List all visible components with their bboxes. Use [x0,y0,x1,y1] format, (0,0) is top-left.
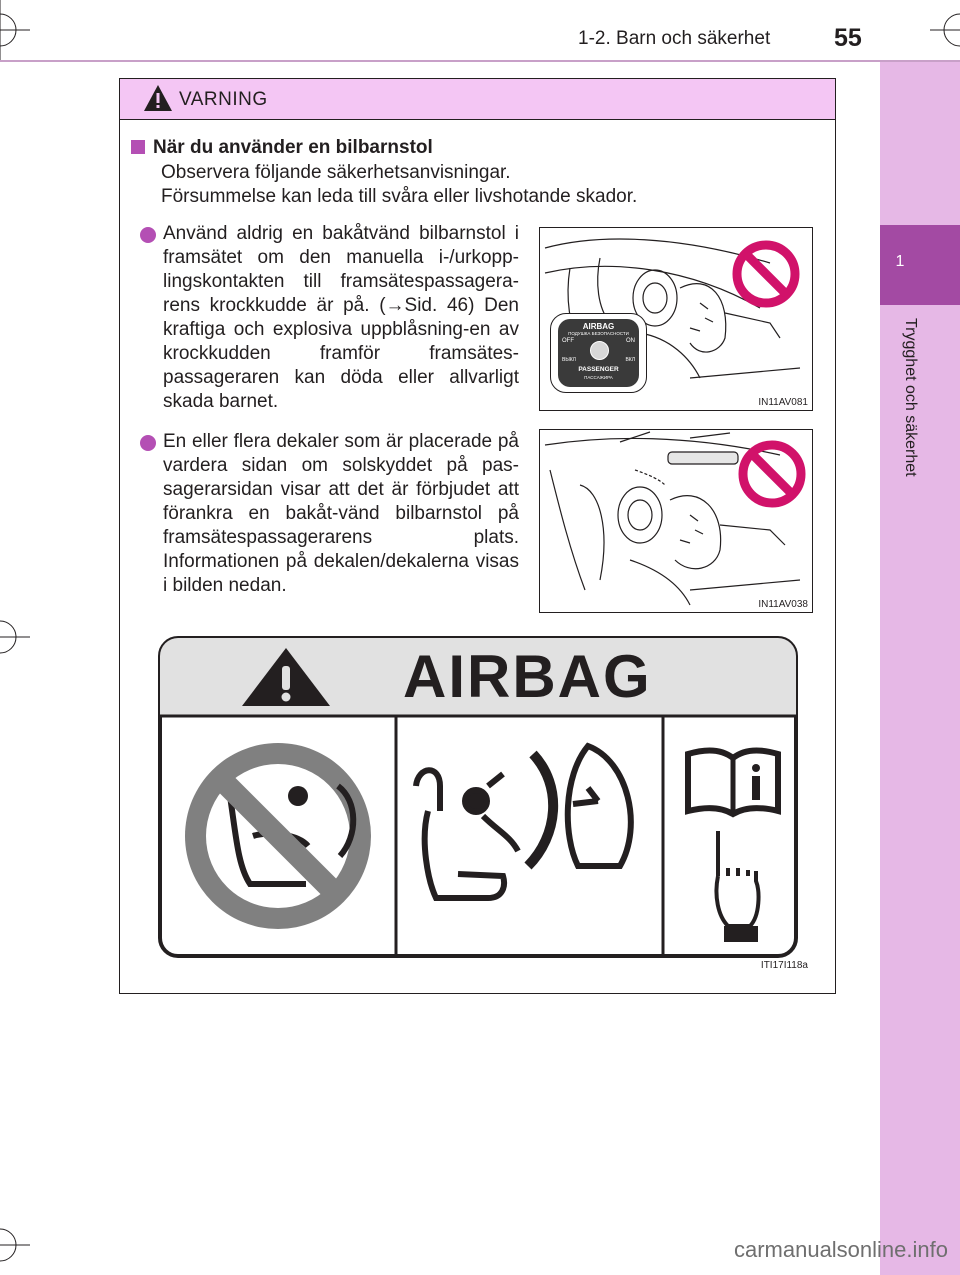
switch-off-label: OFF [562,338,574,344]
info-book-icon [688,751,778,814]
airbag-switch-panel [550,313,647,393]
switch-passenger: PASSENGER [578,366,619,373]
figure-code: IN11AV038 [758,599,808,610]
prohibited-icon [732,240,800,308]
switch-on-label: ON [626,338,635,344]
figure-sun-visor [539,429,813,613]
prohibited-icon [738,440,806,508]
figure-code: IN11AV081 [758,397,808,408]
section-square-icon [131,140,145,154]
warning-header [120,79,835,120]
header-rule [0,60,960,62]
warning-heading: VARNING [179,89,268,110]
page-number: 55 [834,24,862,52]
switch-subtitle: ПОДУШКА БЕЗОПАСНОСТИ [568,331,629,336]
switch-off-ru: ВЫКЛ [562,357,576,363]
bullet-icon [140,435,156,451]
intro-text: Observera följande säkerhetsanvisningar. Försummelse kan leda till svåra eller livshotande skador. [161,162,638,207]
switch-on-ru: ВКЛ [625,357,635,363]
chapter-title: Trygghet och säkerhet [902,318,919,477]
warning-box [119,78,836,994]
bullet-icon [140,227,156,243]
airbag-key-switch[interactable] [590,341,609,360]
airbag-label [158,636,808,971]
section-header: 1-2. Barn och säkerhet [578,28,771,49]
chapter-number: 1 [895,253,905,270]
switch-passenger-ru: ПАССАЖИРА [584,375,613,380]
warning-triangle-icon [143,84,173,112]
figure-airbag-switch [539,227,813,411]
bullet-text-2: En eller flera dekaler som är placerade på vardera sidan om solskyddet på pas-sagerarsidan visar att det är förbjudet att förankra en bakåt-vänd bilbarnstol på framsätespassagerarens plats. Informationen på dekalen/dekalerna visas i bilden nedan. [163,431,519,596]
section-title: När du använder en bilbarnstol [131,137,433,159]
watermark: carmanualsonline.info [733,1237,948,1262]
no-child-seat-prohibited-icon [185,743,371,929]
label-title: AIRBAG [403,643,652,710]
switch-title: AIRBAG [582,322,615,331]
bullet-text-1: Använd aldrig en bakåtvänd bilbarnstol i framsätet om den manuella i-/urkopp-lingskontakten till framsätespassagera-rens krockkudde är på. (→Sid. 46) Den kraftiga och explosiva uppblåsning-en av krockkudden framför framsätes-passageraren kan döda eller allvarligt skada barnet. [163,223,519,412]
label-figure-code: ITI17I118a [760,960,808,971]
